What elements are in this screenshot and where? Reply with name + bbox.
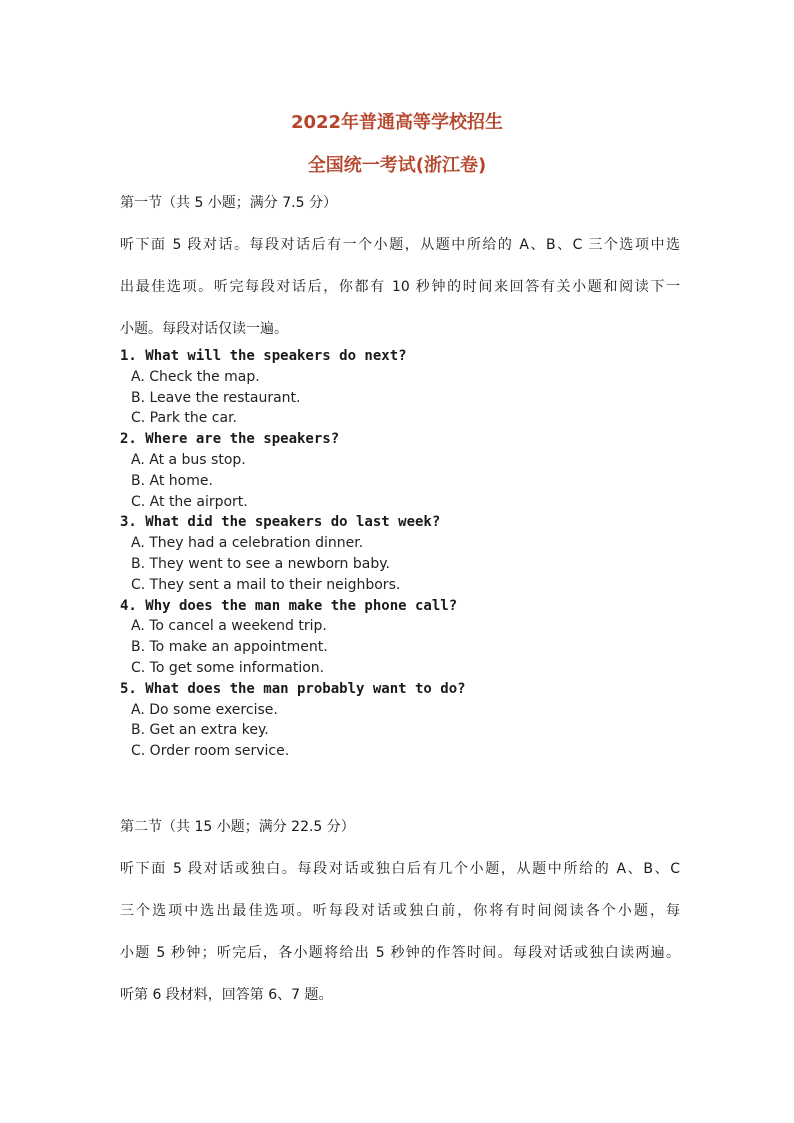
- section1-instruction-line: 听下面 5 段对话。每段对话后有一个小题，从题中所给的 A、B、C 三个选项中选: [120, 237, 680, 253]
- answer-option: A. To cancel a weekend trip.: [131, 618, 327, 634]
- answer-option: B. Leave the restaurant.: [131, 390, 301, 406]
- answer-option: C. At the airport.: [131, 494, 248, 510]
- answer-option: B. Get an extra key.: [131, 722, 269, 738]
- answer-option: C. They sent a mail to their neighbors.: [131, 577, 401, 593]
- question-stem: 2. Where are the speakers?: [120, 431, 340, 447]
- exam-subtitle: 全国统一考试(浙江卷): [307, 155, 487, 176]
- answer-option: C. Order room service.: [131, 743, 290, 759]
- answer-option: A. Check the map.: [131, 369, 260, 385]
- section2-instruction-line: 听第 6 段材料，回答第 6、7 题。: [120, 987, 333, 1003]
- section1-instruction-line: 小题。每段对话仅读一遍。: [120, 321, 288, 337]
- section2-heading: 第二节（共 15 小题；满分 22.5 分）: [120, 819, 355, 835]
- section1-instruction-line: 出最佳选项。听完每段对话后，你都有 10 秒钟的时间来回答有关小题和阅读下一: [120, 279, 680, 295]
- question-stem: 4. Why does the man make the phone call?: [120, 598, 458, 614]
- section2-instruction-line: 听下面 5 段对话或独白。每段对话或独白后有几个小题，从题中所给的 A、B、C: [120, 861, 680, 877]
- answer-option: C. To get some information.: [131, 660, 325, 676]
- answer-option: C. Park the car.: [131, 410, 238, 426]
- section2-instruction-line: 小题 5 秒钟；听完后，各小题将给出 5 秒钟的作答时间。每段对话或独白读两遍。: [120, 945, 680, 961]
- section2-instruction-line: 三个选项中选出最佳选项。听每段对话或独白前，你将有时间阅读各个小题，每: [120, 903, 680, 919]
- answer-option: A. They had a celebration dinner.: [131, 535, 364, 551]
- question-stem: 1. What will the speakers do next?: [120, 348, 407, 364]
- section1-heading: 第一节（共 5 小题；满分 7.5 分）: [120, 195, 337, 211]
- answer-option: B. At home.: [131, 473, 213, 489]
- answer-option: A. Do some exercise.: [131, 702, 278, 718]
- exam-title: 2022年普通高等学校招生: [290, 112, 504, 133]
- question-stem: 5. What does the man probably want to do?: [120, 681, 466, 697]
- answer-option: A. At a bus stop.: [131, 452, 246, 468]
- question-stem: 3. What did the speakers do last week?: [120, 514, 441, 530]
- answer-option: B. They went to see a newborn baby.: [131, 556, 390, 572]
- answer-option: B. To make an appointment.: [131, 639, 328, 655]
